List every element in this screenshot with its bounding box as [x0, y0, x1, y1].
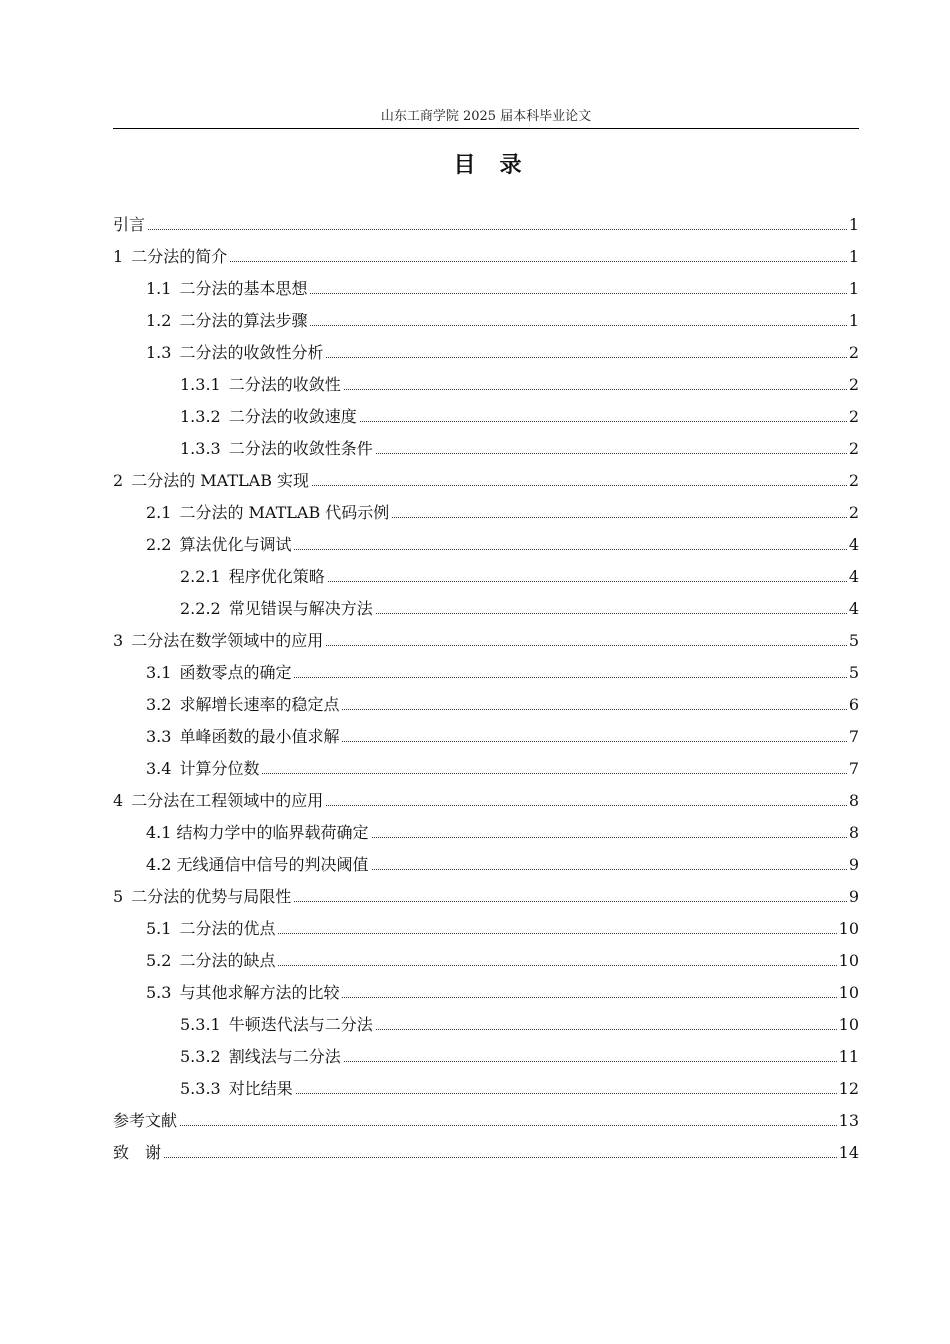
toc-page-number: 2	[848, 375, 859, 394]
toc-entry-3-4[interactable]	[113, 755, 859, 787]
toc-entry-title: 计算分位数	[179, 759, 260, 778]
toc-entry-title: 单峰函数的最小值求解	[179, 727, 340, 746]
running-header: 山东工商学院 2025 届本科毕业论文	[380, 109, 592, 124]
toc-page-number: 14	[838, 1143, 859, 1162]
toc-page-number: 8	[848, 823, 859, 842]
toc-page-number: 2	[848, 407, 859, 426]
toc-entry-number: 5.3.3	[180, 1079, 221, 1098]
toc-entry-5-3[interactable]	[113, 979, 859, 1011]
dot-leader	[326, 645, 847, 646]
dot-leader	[344, 389, 847, 390]
toc-title	[0, 150, 950, 182]
dot-leader	[326, 805, 847, 806]
toc-entry-title: 与其他求解方法的比较	[179, 983, 340, 1002]
toc-entry-title: 二分法的 MATLAB 代码示例	[179, 503, 390, 522]
toc-page-number: 4	[848, 567, 859, 586]
toc-entry-title: 算法优化与调试	[179, 535, 292, 554]
dot-leader	[376, 1029, 837, 1030]
toc-entry-number: 3.3	[146, 727, 172, 746]
toc-entry-number: 4	[113, 791, 124, 810]
toc-entry-title: 对比结果	[228, 1079, 293, 1098]
dot-leader	[342, 709, 846, 710]
toc-entry-3-1[interactable]	[113, 659, 859, 691]
toc-entry-2-2-2[interactable]	[113, 595, 859, 627]
toc-page-number: 4	[848, 535, 859, 554]
toc-entry-number: 1.2	[146, 311, 172, 330]
toc-entry-2-2[interactable]	[113, 531, 859, 563]
toc-page-number: 6	[848, 695, 859, 714]
toc-entry-number: 1.3.2	[180, 407, 221, 426]
dot-leader	[342, 997, 836, 998]
toc-page-number: 12	[838, 1079, 859, 1098]
toc-page-number: 10	[838, 919, 859, 938]
toc-entry-title: 二分法的简介	[131, 247, 228, 266]
toc-page-number: 1	[848, 247, 859, 266]
dot-leader	[342, 741, 846, 742]
toc-entry-title: 二分法的收敛性条件	[228, 439, 373, 458]
dot-leader	[312, 485, 847, 486]
toc-entry-acknowledgements[interactable]	[113, 1139, 859, 1171]
toc-entry-1-3-1[interactable]	[113, 371, 859, 403]
toc-page-number: 10	[838, 1015, 859, 1034]
toc-entry-1[interactable]	[113, 243, 859, 275]
dot-leader	[148, 229, 847, 230]
toc-entry-1-3-2[interactable]	[113, 403, 859, 435]
toc-entry-number: 2.2	[146, 535, 172, 554]
toc-page-number: 4	[848, 599, 859, 618]
toc-entry-number: 5.3.2	[180, 1047, 221, 1066]
toc-title-first: 目	[453, 153, 476, 178]
dot-leader	[392, 517, 847, 518]
toc-entry-5-3-2[interactable]	[113, 1043, 859, 1075]
toc-entry-number: 1.3.1	[180, 375, 221, 394]
dot-leader	[180, 1125, 837, 1126]
toc-entry-title: 二分法在工程领域中的应用	[131, 791, 324, 810]
toc-entry-references[interactable]	[113, 1107, 859, 1139]
dot-leader	[376, 613, 847, 614]
toc-entry-title: 求解增长速率的稳定点	[179, 695, 340, 714]
toc-entry-number: 2	[113, 471, 124, 490]
toc-entry-5-1[interactable]	[113, 915, 859, 947]
toc-entry-title: 常见错误与解决方法	[228, 599, 373, 618]
toc-entry-number: 2.2.2	[180, 599, 221, 618]
dot-leader	[372, 837, 847, 838]
dot-leader	[294, 549, 846, 550]
toc-entry-title: 二分法的收敛性分析	[179, 343, 324, 362]
dot-leader	[376, 453, 847, 454]
toc-entry-number: 5.3	[146, 983, 172, 1002]
toc-entry-title: 函数零点的确定	[179, 663, 292, 682]
toc-title-second: 录	[499, 153, 522, 178]
toc-entry-number: 1.3	[146, 343, 172, 362]
toc-entry-3-3[interactable]	[113, 723, 859, 755]
toc-entry-title: 二分法的收敛速度	[228, 407, 357, 426]
dot-leader	[164, 1157, 837, 1158]
toc-entry-title: 二分法的缺点	[179, 951, 276, 970]
toc-entry-number: 1.1	[146, 279, 172, 298]
toc-entry-5-2[interactable]	[113, 947, 859, 979]
toc-entry-title: 牛顿迭代法与二分法	[228, 1015, 373, 1034]
toc-entry-number: 1	[113, 247, 124, 266]
toc-entry-4-1[interactable]	[113, 819, 859, 851]
toc-entry-title: 二分法的基本思想	[179, 279, 308, 298]
toc-entry-title: 致 谢	[113, 1143, 162, 1162]
toc-page-number: 13	[838, 1111, 859, 1130]
toc-entry-2[interactable]	[113, 467, 859, 499]
toc-entry-title: 二分法的算法步骤	[179, 311, 308, 330]
dot-leader	[326, 357, 846, 358]
toc-entry-1-1[interactable]	[113, 275, 859, 307]
toc-entry-2-1[interactable]	[113, 499, 859, 531]
toc-entry-3-2[interactable]	[113, 691, 859, 723]
toc-page-number: 2	[848, 503, 859, 522]
toc-entry-number: 5	[113, 887, 124, 906]
toc-entry-number: 3.4	[146, 759, 172, 778]
toc-entry-number: 5.3.1	[180, 1015, 221, 1034]
toc-page-number: 2	[848, 439, 859, 458]
toc-entry-3[interactable]	[113, 627, 859, 659]
toc-entry-5[interactable]	[113, 883, 859, 915]
toc-page-number: 2	[848, 471, 859, 490]
dot-leader	[278, 965, 836, 966]
toc-entry-number: 3.2	[146, 695, 172, 714]
dot-leader	[294, 677, 846, 678]
toc-page-number: 7	[848, 759, 859, 778]
dot-leader	[310, 293, 846, 294]
dot-leader	[278, 933, 836, 934]
toc-entry-number: 3.1	[146, 663, 172, 682]
toc-entry-number: 2.1	[146, 503, 172, 522]
dot-leader	[372, 869, 847, 870]
toc-entry-title: 二分法在数学领域中的应用	[131, 631, 324, 650]
toc-entry-introduction[interactable]	[113, 211, 859, 243]
toc-entry-number: 1.3.3	[180, 439, 221, 458]
dot-leader	[310, 325, 846, 326]
toc-entry-number: 2.2.1	[180, 567, 221, 586]
toc-entry-number: 3	[113, 631, 124, 650]
toc-page-number: 11	[838, 1047, 859, 1066]
toc-entry-title: 引言	[113, 215, 146, 234]
toc-entry-title: 二分法的收敛性	[228, 375, 341, 394]
toc-entry-5-3-1[interactable]	[113, 1011, 859, 1043]
toc-page-number: 9	[848, 887, 859, 906]
toc-page-number: 7	[848, 727, 859, 746]
toc-page-number: 1	[848, 311, 859, 330]
toc-page-number: 10	[838, 983, 859, 1002]
toc-entry-title: 二分法的 MATLAB 实现	[131, 471, 310, 490]
dot-leader	[294, 901, 847, 902]
dot-leader	[344, 1061, 837, 1062]
toc-entry-4-2[interactable]	[113, 851, 859, 883]
toc-entry-title: 参考文献	[113, 1111, 178, 1130]
toc-entry-title: 割线法与二分法	[228, 1047, 341, 1066]
toc-entry-title: 4.1 结构力学中的临界载荷确定	[146, 823, 369, 842]
toc-entry-title: 程序优化策略	[228, 567, 325, 586]
toc-page-number: 8	[848, 791, 859, 810]
toc-entry-4[interactable]	[113, 787, 859, 819]
dot-leader	[296, 1093, 837, 1094]
toc-page-number: 10	[838, 951, 859, 970]
toc-entry-2-2-1[interactable]	[113, 563, 859, 595]
toc-page-number: 9	[848, 855, 859, 874]
toc-page-number: 1	[848, 279, 859, 298]
toc-entry-1-2[interactable]	[113, 307, 859, 339]
toc-page-number: 5	[848, 663, 859, 682]
dot-leader	[328, 581, 847, 582]
table-of-contents	[113, 211, 859, 1171]
header-rule	[113, 128, 859, 129]
toc-page-number: 2	[848, 343, 859, 362]
toc-entry-1-3[interactable]	[113, 339, 859, 371]
toc-entry-5-3-3[interactable]	[113, 1075, 859, 1107]
toc-entry-title: 二分法的优点	[179, 919, 276, 938]
toc-entry-number: 5.1	[146, 919, 172, 938]
toc-entry-1-3-3[interactable]	[113, 435, 859, 467]
dot-leader	[262, 773, 846, 774]
toc-entry-title: 二分法的优势与局限性	[131, 887, 292, 906]
toc-page-number: 1	[848, 215, 859, 234]
dot-leader	[230, 261, 847, 262]
toc-page-number: 5	[848, 631, 859, 650]
toc-entry-title: 4.2 无线通信中信号的判决阈值	[146, 855, 369, 874]
toc-entry-number: 5.2	[146, 951, 172, 970]
dot-leader	[360, 421, 847, 422]
